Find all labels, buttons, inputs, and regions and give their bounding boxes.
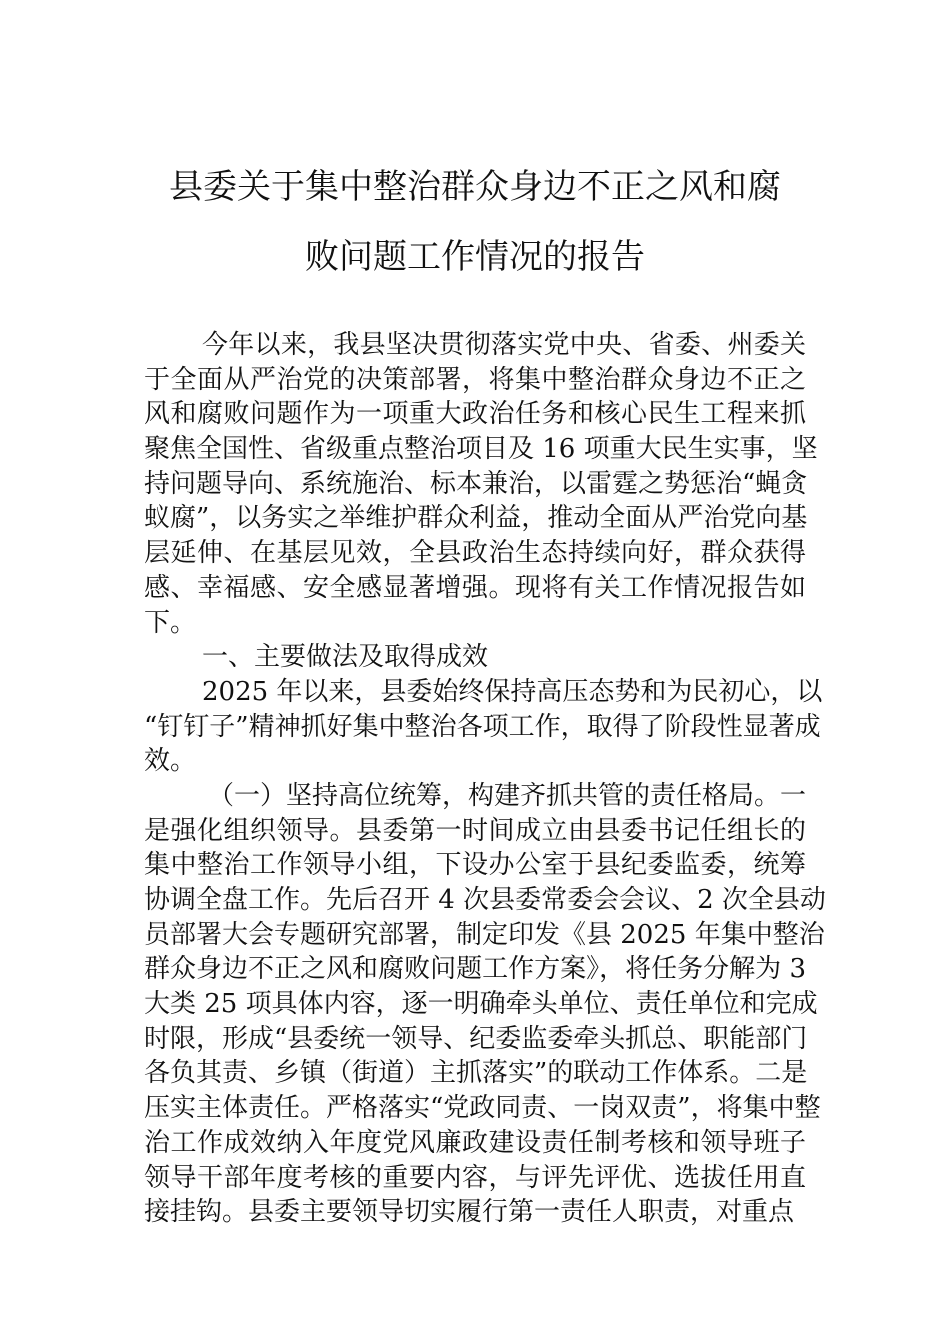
text-line: 效。 [144,746,197,777]
title-line-2: 败问题工作情况的报告 [305,237,645,277]
document-body [144,328,826,1230]
text-line: 2025 年以来，县委始终保持高压态势和为民初心，以 [202,676,823,707]
text-line: 群众身边不正之风和腐败问题工作方案》，将任务分解为 3 [144,954,806,985]
text-line: 一、主要做法及取得成效 [202,642,489,673]
text-line: 大类 25 项具体内容，逐一明确牵头单位、责任单位和完成 [144,989,818,1020]
text-line: 时限，形成“县委统一领导、纪委监委牵头抓总、职能部门 [144,1023,808,1054]
section-heading [144,640,806,675]
text-line: 协调全盘工作。先后召开 4 次县委常委会会议、2 次全县动 [144,885,826,915]
text-line: 接挂钩。县委主要领导切实履行第一责任人职责，对重点 [144,1197,795,1228]
text-line: 感、幸福感、安全感显著增强。现将有关工作情况报告如 [144,572,806,603]
text-line: “钉钉子”精神抓好集中整治各项工作，取得了阶段性显著成 [144,711,821,742]
text-line: 层延伸、在基层见效，全县政治生态持续向好，群众获得 [144,538,806,569]
text-line: 员部署大会专题研究部署，制定印发《县 2025 年集中整治 [144,919,825,950]
text-line: 持问题导向、系统施治、标本兼治，以雷霆之势惩治“蝇贪 [144,468,808,499]
paragraph [144,328,818,640]
text-line: 聚焦全国性、省级重点整治项目及 16 项重大民生实事，坚 [144,434,818,465]
text-line: 集中整治工作领导小组，下设办公室于县纪委监委，统筹 [144,850,806,881]
text-line: 下。 [144,607,197,638]
document-title [0,152,950,292]
text-line: 今年以来，我县坚决贯彻落实党中央、省委、州委关 [202,330,806,360]
text-line: 治工作成效纳入年度党风廉政建设责任制考核和领导班子 [144,1127,806,1158]
text-line: （一）坚持高位统筹，构建齐抓共管的责任格局。一 [208,780,807,811]
text-line: 蚁腐”，以务实之举维护群众利益，推动全面从严治党向基 [144,503,808,534]
title-line-1: 县委关于集中整治群众身边不正之风和腐 [169,167,781,207]
text-line: 于全面从严治党的决策部署，将集中整治群众身边不正之 [144,364,806,395]
paragraph [144,675,823,779]
text-line: 风和腐败问题作为一项重大政治任务和核心民生工程来抓 [144,399,806,430]
text-line: 领导干部年度考核的重要内容，与评先评优、选拔任用直 [144,1162,806,1193]
text-line: 各负其责、乡镇（街道）主抓落实”的联动工作体系。二是 [144,1058,808,1089]
text-line: 压实主体责任。严格落实“党政同责、一岗双责”，将集中整 [144,1093,821,1124]
text-line: 是强化组织领导。县委第一时间成立由县委书记任组长的 [144,815,806,846]
paragraph [144,779,826,1230]
